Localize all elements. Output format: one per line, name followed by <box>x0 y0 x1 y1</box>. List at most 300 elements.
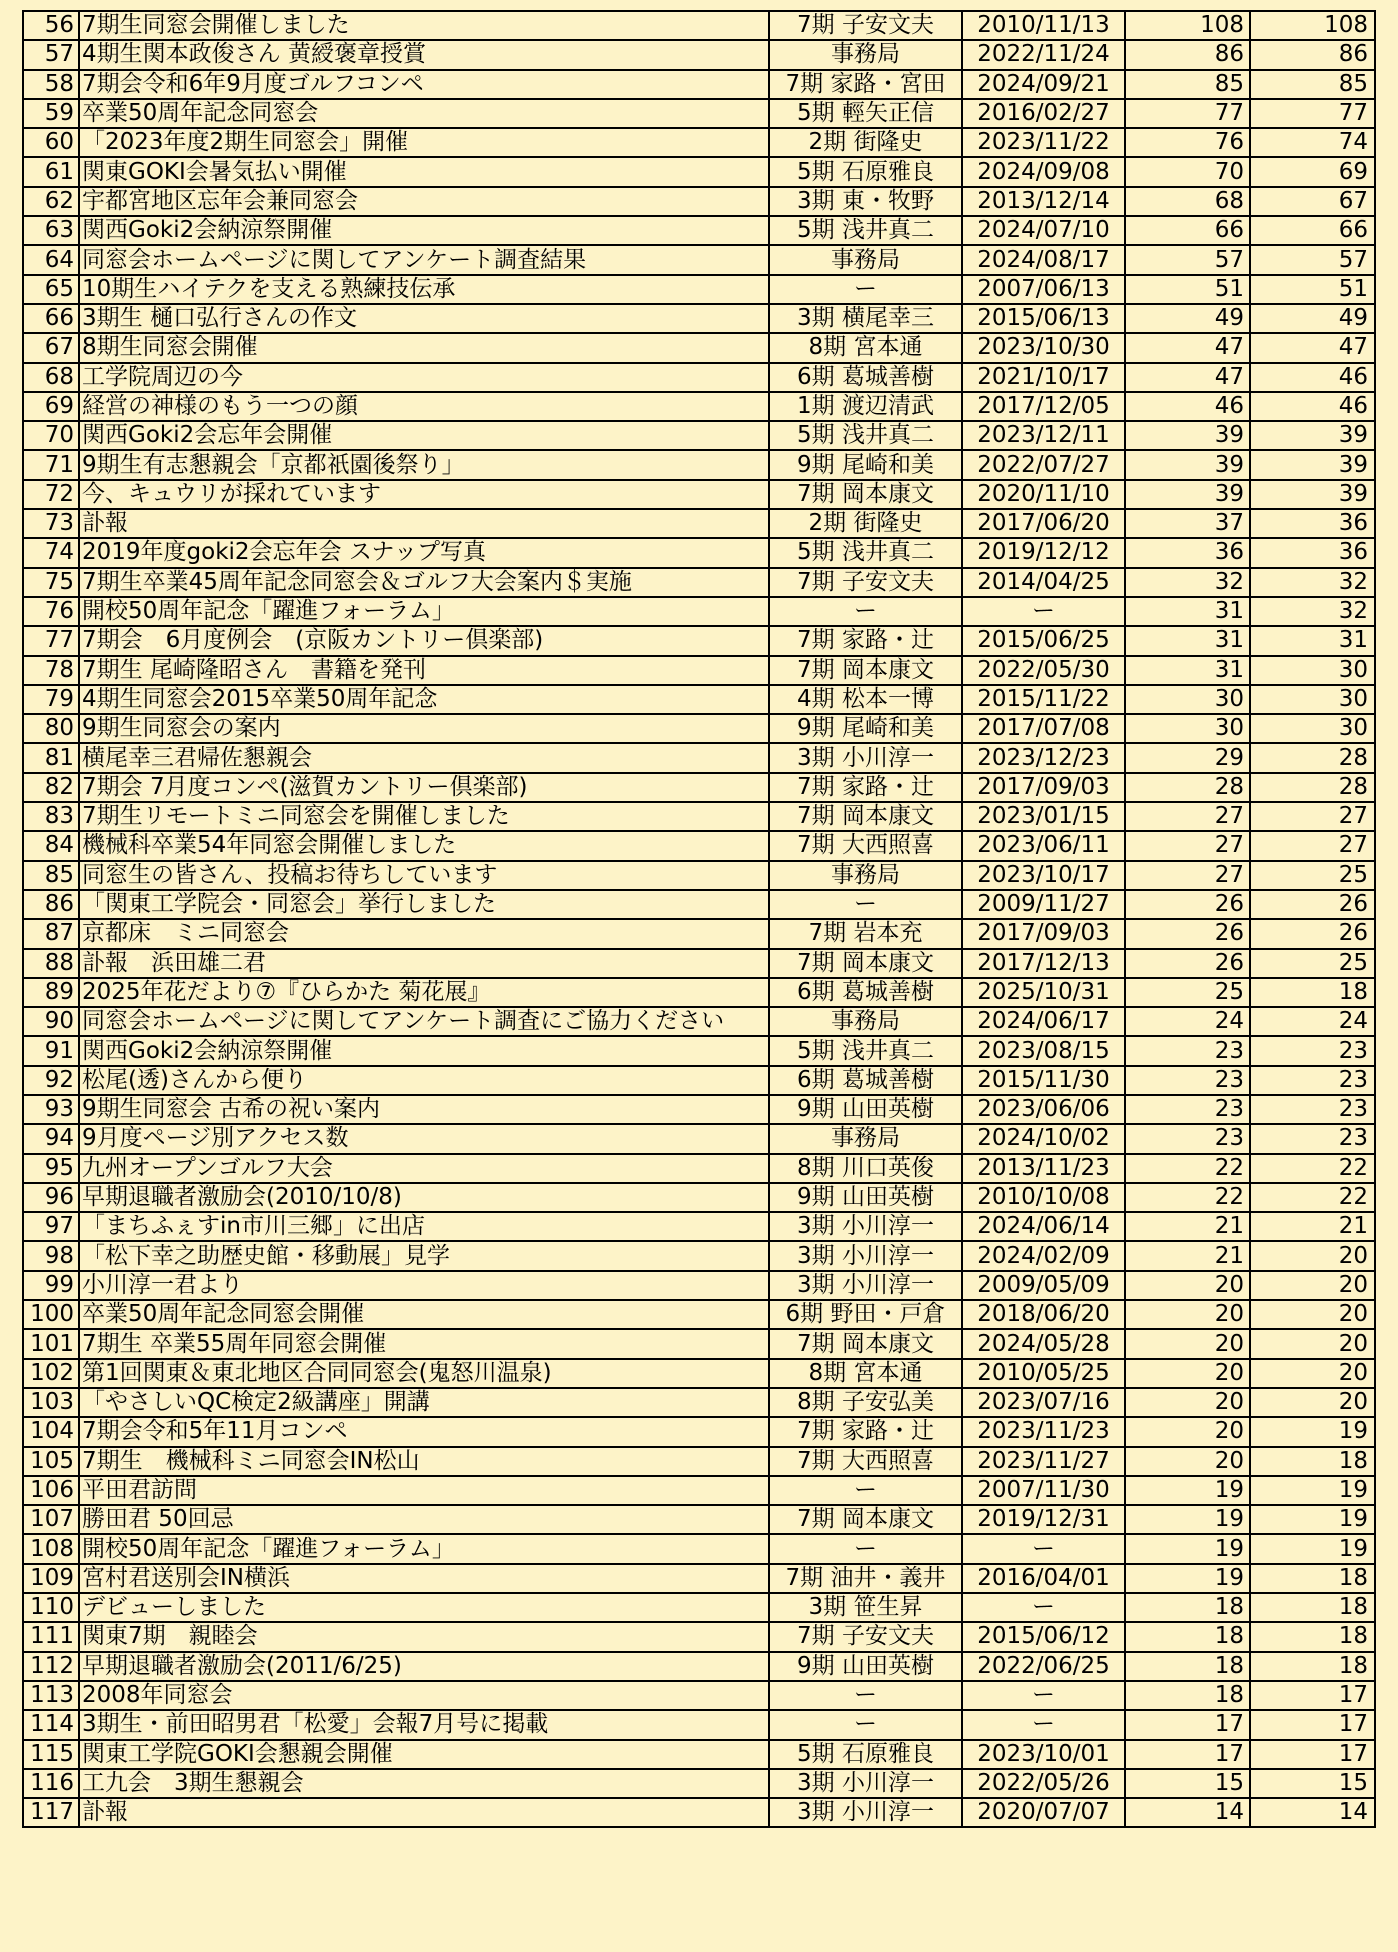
article-title: 京都床 ミニ同窓会 <box>79 919 769 948</box>
access-count: 23 <box>1125 1036 1250 1065</box>
post-date: 2024/07/10 <box>962 216 1125 245</box>
post-date: 2025/10/31 <box>962 978 1125 1007</box>
unique-count: 36 <box>1250 509 1375 538</box>
access-count: 31 <box>1125 626 1250 655</box>
access-count: 20 <box>1125 1271 1250 1300</box>
table-row <box>23 861 1375 890</box>
article-author: 6期 葛城善樹 <box>769 978 962 1007</box>
post-date: 2024/09/21 <box>962 70 1125 99</box>
article-author: ー <box>769 1681 962 1710</box>
post-date: 2023/12/23 <box>962 743 1125 772</box>
unique-count: 67 <box>1250 187 1375 216</box>
row-number: 105 <box>23 1447 79 1476</box>
post-date: 2024/02/09 <box>962 1241 1125 1270</box>
post-date: 2010/10/08 <box>962 1183 1125 1212</box>
row-number: 71 <box>23 450 79 479</box>
table-row <box>23 1300 1375 1329</box>
unique-count: 49 <box>1250 304 1375 333</box>
article-author: 7期 家路・辻 <box>769 773 962 802</box>
unique-count: 20 <box>1250 1329 1375 1358</box>
access-count: 32 <box>1125 568 1250 597</box>
access-count: 47 <box>1125 363 1250 392</box>
table-row <box>23 1534 1375 1563</box>
access-count: 15 <box>1125 1769 1250 1798</box>
post-date: ー <box>962 1534 1125 1563</box>
post-date: 2021/10/17 <box>962 363 1125 392</box>
article-author: 5期 輕矢正信 <box>769 99 962 128</box>
row-number: 72 <box>23 480 79 509</box>
unique-count: 18 <box>1250 1593 1375 1622</box>
access-count: 19 <box>1125 1476 1250 1505</box>
post-date: 2022/07/27 <box>962 450 1125 479</box>
row-number: 78 <box>23 656 79 685</box>
article-title: 早期退職者激励会(2011/6/25) <box>79 1652 769 1681</box>
row-number: 98 <box>23 1241 79 1270</box>
row-number: 85 <box>23 861 79 890</box>
table-row <box>23 363 1375 392</box>
access-count: 23 <box>1125 1066 1250 1095</box>
post-date: 2017/07/08 <box>962 714 1125 743</box>
article-author: ー <box>769 890 962 919</box>
access-count: 46 <box>1125 392 1250 421</box>
row-number: 74 <box>23 538 79 567</box>
article-title: 関東GOKI会暑気払い開催 <box>79 157 769 186</box>
row-number: 95 <box>23 1154 79 1183</box>
post-date: 2013/12/14 <box>962 187 1125 216</box>
table-row <box>23 773 1375 802</box>
access-count: 19 <box>1125 1564 1250 1593</box>
row-number: 80 <box>23 714 79 743</box>
unique-count: 32 <box>1250 597 1375 626</box>
table-row <box>23 70 1375 99</box>
table-row <box>23 1036 1375 1065</box>
post-date: 2023/11/27 <box>962 1447 1125 1476</box>
unique-count: 28 <box>1250 743 1375 772</box>
post-date: 2016/02/27 <box>962 99 1125 128</box>
unique-count: 30 <box>1250 656 1375 685</box>
unique-count: 47 <box>1250 333 1375 362</box>
post-date: 2024/06/17 <box>962 1007 1125 1036</box>
article-author: 7期 岡本康文 <box>769 1505 962 1534</box>
table-row <box>23 538 1375 567</box>
access-count: 51 <box>1125 275 1250 304</box>
table-row <box>23 1652 1375 1681</box>
table-row <box>23 1417 1375 1446</box>
post-date: 2017/12/13 <box>962 949 1125 978</box>
post-date: 2017/06/20 <box>962 509 1125 538</box>
article-title: 横尾幸三君帰佐懇親会 <box>79 743 769 772</box>
unique-count: 23 <box>1250 1036 1375 1065</box>
post-date: 2018/06/20 <box>962 1300 1125 1329</box>
row-number: 61 <box>23 157 79 186</box>
unique-count: 17 <box>1250 1681 1375 1710</box>
unique-count: 20 <box>1250 1300 1375 1329</box>
post-date: 2007/11/30 <box>962 1476 1125 1505</box>
post-date: ー <box>962 1593 1125 1622</box>
row-number: 79 <box>23 685 79 714</box>
post-date: 2023/12/11 <box>962 421 1125 450</box>
article-title: 9月度ページ別アクセス数 <box>79 1124 769 1153</box>
table-row <box>23 1505 1375 1534</box>
post-date: ー <box>962 1710 1125 1739</box>
post-date: 2023/10/01 <box>962 1740 1125 1769</box>
article-title: 関西Goki2会納涼祭開催 <box>79 1036 769 1065</box>
access-count: 23 <box>1125 1124 1250 1153</box>
post-date: 2015/06/12 <box>962 1622 1125 1651</box>
access-count: 76 <box>1125 128 1250 157</box>
table-row <box>23 275 1375 304</box>
post-date: 2023/11/22 <box>962 128 1125 157</box>
article-title: デビューしました <box>79 1593 769 1622</box>
table-row <box>23 1154 1375 1183</box>
post-date: 2022/05/26 <box>962 1769 1125 1798</box>
article-title: 経営の神様のもう一つの顔 <box>79 392 769 421</box>
table-row <box>23 1212 1375 1241</box>
row-number: 114 <box>23 1710 79 1739</box>
row-number: 73 <box>23 509 79 538</box>
article-title: 7期会 7月度コンペ(滋賀カントリー倶楽部) <box>79 773 769 802</box>
article-author: 事務局 <box>769 1007 962 1036</box>
table-row <box>23 450 1375 479</box>
post-date: 2023/10/30 <box>962 333 1125 362</box>
access-count: 25 <box>1125 978 1250 1007</box>
article-author: 3期 東・牧野 <box>769 187 962 216</box>
table-row <box>23 1798 1375 1827</box>
article-author: 3期 小川淳一 <box>769 1769 962 1798</box>
access-count: 18 <box>1125 1593 1250 1622</box>
row-number: 97 <box>23 1212 79 1241</box>
post-date: 2017/12/05 <box>962 392 1125 421</box>
row-number: 101 <box>23 1329 79 1358</box>
row-number: 115 <box>23 1740 79 1769</box>
access-count: 49 <box>1125 304 1250 333</box>
table-row <box>23 304 1375 333</box>
access-count: 24 <box>1125 1007 1250 1036</box>
table-row <box>23 568 1375 597</box>
article-title: 7期生 卒業55周年同窓会開催 <box>79 1329 769 1358</box>
access-count: 18 <box>1125 1622 1250 1651</box>
article-author: 3期 横尾幸三 <box>769 304 962 333</box>
post-date: 2024/05/28 <box>962 1329 1125 1358</box>
unique-count: 20 <box>1250 1359 1375 1388</box>
article-title: 開校50周年記念「躍進フォーラム」 <box>79 597 769 626</box>
article-author: 3期 小川淳一 <box>769 1798 962 1827</box>
post-date: 2023/07/16 <box>962 1388 1125 1417</box>
unique-count: 20 <box>1250 1241 1375 1270</box>
table-row <box>23 597 1375 626</box>
unique-count: 26 <box>1250 919 1375 948</box>
row-number: 86 <box>23 890 79 919</box>
table-row <box>23 1183 1375 1212</box>
article-title: 関西Goki2会納涼祭開催 <box>79 216 769 245</box>
post-date: 2023/06/11 <box>962 831 1125 860</box>
access-count: 19 <box>1125 1534 1250 1563</box>
post-date: 2019/12/12 <box>962 538 1125 567</box>
table-row <box>23 743 1375 772</box>
access-count: 20 <box>1125 1300 1250 1329</box>
row-number: 90 <box>23 1007 79 1036</box>
row-number: 60 <box>23 128 79 157</box>
access-count: 26 <box>1125 919 1250 948</box>
article-title: 2019年度goki2会忘年会 スナップ写真 <box>79 538 769 567</box>
access-count: 17 <box>1125 1710 1250 1739</box>
post-date: 2024/09/08 <box>962 157 1125 186</box>
access-count: 57 <box>1125 245 1250 274</box>
post-date: ー <box>962 1681 1125 1710</box>
article-author: 事務局 <box>769 40 962 69</box>
table-row <box>23 978 1375 1007</box>
access-count: 20 <box>1125 1359 1250 1388</box>
access-count: 27 <box>1125 861 1250 890</box>
article-author: 9期 尾崎和美 <box>769 450 962 479</box>
unique-count: 18 <box>1250 978 1375 1007</box>
post-date: 2023/06/06 <box>962 1095 1125 1124</box>
unique-count: 25 <box>1250 861 1375 890</box>
post-date: 2009/05/09 <box>962 1271 1125 1300</box>
post-date: 2015/06/25 <box>962 626 1125 655</box>
article-title: 関東7期 親睦会 <box>79 1622 769 1651</box>
row-number: 103 <box>23 1388 79 1417</box>
post-date: 2023/01/15 <box>962 802 1125 831</box>
table-row <box>23 128 1375 157</box>
article-title: 同窓会ホームページに関してアンケート調査にご協力ください <box>79 1007 769 1036</box>
article-title: 関西Goki2会忘年会開催 <box>79 421 769 450</box>
unique-count: 26 <box>1250 890 1375 919</box>
row-number: 82 <box>23 773 79 802</box>
article-title: 宇都宮地区忘年会兼同窓会 <box>79 187 769 216</box>
post-date: 2024/10/02 <box>962 1124 1125 1153</box>
article-title: 訃報 <box>79 509 769 538</box>
row-number: 117 <box>23 1798 79 1827</box>
table-row <box>23 1740 1375 1769</box>
unique-count: 19 <box>1250 1476 1375 1505</box>
row-number: 109 <box>23 1564 79 1593</box>
article-author: 7期 家路・辻 <box>769 626 962 655</box>
unique-count: 18 <box>1250 1652 1375 1681</box>
article-author: 9期 山田英樹 <box>769 1183 962 1212</box>
row-number: 107 <box>23 1505 79 1534</box>
table-row <box>23 480 1375 509</box>
access-count: 108 <box>1125 11 1250 40</box>
row-number: 104 <box>23 1417 79 1446</box>
article-author: 5期 浅井真二 <box>769 421 962 450</box>
unique-count: 23 <box>1250 1095 1375 1124</box>
article-author: 7期 子安文夫 <box>769 568 962 597</box>
table-row <box>23 831 1375 860</box>
access-ranking-table <box>22 10 1376 1828</box>
post-date: 2016/04/01 <box>962 1564 1125 1593</box>
article-title: 機械科卒業54年同窓会開催しました <box>79 831 769 860</box>
post-date: 2023/10/17 <box>962 861 1125 890</box>
article-author: 6期 葛城善樹 <box>769 363 962 392</box>
unique-count: 39 <box>1250 450 1375 479</box>
article-author: 7期 岡本康文 <box>769 949 962 978</box>
unique-count: 28 <box>1250 773 1375 802</box>
article-title: 「関東工学院会・同窓会」挙行しました <box>79 890 769 919</box>
row-number: 77 <box>23 626 79 655</box>
article-author: 7期 家路・辻 <box>769 1417 962 1446</box>
access-count: 29 <box>1125 743 1250 772</box>
row-number: 56 <box>23 11 79 40</box>
row-number: 111 <box>23 1622 79 1651</box>
article-title: 7期生 機械科ミニ同窓会IN松山 <box>79 1447 769 1476</box>
table-row <box>23 11 1375 40</box>
row-number: 57 <box>23 40 79 69</box>
table-row <box>23 1066 1375 1095</box>
row-number: 89 <box>23 978 79 1007</box>
row-number: 64 <box>23 245 79 274</box>
article-title: 「2023年度2期生同窓会」開催 <box>79 128 769 157</box>
article-author: 3期 小川淳一 <box>769 1241 962 1270</box>
article-author: 7期 岡本康文 <box>769 802 962 831</box>
article-author: ー <box>769 1534 962 1563</box>
article-title: 4期生同窓会2015卒業50周年記念 <box>79 685 769 714</box>
access-count: 20 <box>1125 1447 1250 1476</box>
article-title: 勝田君 50回忌 <box>79 1505 769 1534</box>
table-row <box>23 1095 1375 1124</box>
article-title: 今、キュウリが採れています <box>79 480 769 509</box>
article-author: 8期 子安弘美 <box>769 1388 962 1417</box>
table-row <box>23 1769 1375 1798</box>
article-title: 同窓生の皆さん、投稿お待ちしています <box>79 861 769 890</box>
row-number: 66 <box>23 304 79 333</box>
table-row <box>23 1241 1375 1270</box>
row-number: 96 <box>23 1183 79 1212</box>
table-row <box>23 1564 1375 1593</box>
unique-count: 23 <box>1250 1066 1375 1095</box>
article-author: 6期 野田・戸倉 <box>769 1300 962 1329</box>
post-date: 2017/09/03 <box>962 919 1125 948</box>
unique-count: 19 <box>1250 1417 1375 1446</box>
article-author: ー <box>769 1710 962 1739</box>
row-number: 110 <box>23 1593 79 1622</box>
article-author: 8期 宮本通 <box>769 1359 962 1388</box>
access-count: 47 <box>1125 333 1250 362</box>
access-count: 14 <box>1125 1798 1250 1827</box>
row-number: 93 <box>23 1095 79 1124</box>
article-title: 訃報 <box>79 1798 769 1827</box>
access-count: 31 <box>1125 656 1250 685</box>
table-row <box>23 392 1375 421</box>
post-date: 2015/06/13 <box>962 304 1125 333</box>
table-row <box>23 1622 1375 1651</box>
article-author: ー <box>769 597 962 626</box>
access-count: 21 <box>1125 1241 1250 1270</box>
article-title: 関東工学院GOKI会懇親会開催 <box>79 1740 769 1769</box>
article-title: 7期生卒業45周年記念同窓会＆ゴルフ大会案内＄実施 <box>79 568 769 597</box>
unique-count: 22 <box>1250 1183 1375 1212</box>
article-title: 7期生 尾崎隆昭さん 書籍を発刊 <box>79 656 769 685</box>
post-date: 2022/05/30 <box>962 656 1125 685</box>
article-author: 2期 街隆史 <box>769 509 962 538</box>
article-title: 9期生同窓会の案内 <box>79 714 769 743</box>
unique-count: 39 <box>1250 480 1375 509</box>
access-count: 70 <box>1125 157 1250 186</box>
article-title: 「やさしいQC検定2級講座」開講 <box>79 1388 769 1417</box>
post-date: 2015/11/30 <box>962 1066 1125 1095</box>
access-count: 22 <box>1125 1183 1250 1212</box>
table-row <box>23 40 1375 69</box>
table-row <box>23 187 1375 216</box>
post-date: 2010/11/13 <box>962 11 1125 40</box>
unique-count: 19 <box>1250 1505 1375 1534</box>
table-row <box>23 245 1375 274</box>
article-author: 事務局 <box>769 245 962 274</box>
unique-count: 27 <box>1250 831 1375 860</box>
row-number: 88 <box>23 949 79 978</box>
unique-count: 32 <box>1250 568 1375 597</box>
post-date: 2010/05/25 <box>962 1359 1125 1388</box>
article-title: 平田君訪問 <box>79 1476 769 1505</box>
article-author: 事務局 <box>769 861 962 890</box>
table-row <box>23 1447 1375 1476</box>
article-title: 松尾(透)さんから便り <box>79 1066 769 1095</box>
article-author: 7期 子安文夫 <box>769 1622 962 1651</box>
article-author: 1期 渡辺清武 <box>769 392 962 421</box>
table-row <box>23 1271 1375 1300</box>
table-row <box>23 216 1375 245</box>
article-title: 7期会令和6年9月度ゴルフコンペ <box>79 70 769 99</box>
article-author: 4期 松本一博 <box>769 685 962 714</box>
table-row <box>23 656 1375 685</box>
article-title: 3期生・前田昭男君「松愛」会報7月号に掲載 <box>79 1710 769 1739</box>
post-date: 2015/11/22 <box>962 685 1125 714</box>
article-author: 3期 小川淳一 <box>769 1271 962 1300</box>
article-author: 7期 岩本充 <box>769 919 962 948</box>
unique-count: 17 <box>1250 1740 1375 1769</box>
access-count: 36 <box>1125 538 1250 567</box>
access-count: 27 <box>1125 831 1250 860</box>
unique-count: 25 <box>1250 949 1375 978</box>
table-row <box>23 949 1375 978</box>
post-date: 2013/11/23 <box>962 1154 1125 1183</box>
access-count: 30 <box>1125 685 1250 714</box>
unique-count: 30 <box>1250 714 1375 743</box>
article-title: 7期生リモートミニ同窓会を開催しました <box>79 802 769 831</box>
table-row <box>23 99 1375 128</box>
access-count: 18 <box>1125 1652 1250 1681</box>
access-count: 77 <box>1125 99 1250 128</box>
unique-count: 20 <box>1250 1271 1375 1300</box>
row-number: 92 <box>23 1066 79 1095</box>
access-count: 21 <box>1125 1212 1250 1241</box>
unique-count: 27 <box>1250 802 1375 831</box>
article-author: 3期 小川淳一 <box>769 1212 962 1241</box>
article-author: 9期 山田英樹 <box>769 1095 962 1124</box>
table-row <box>23 1710 1375 1739</box>
access-count: 23 <box>1125 1095 1250 1124</box>
unique-count: 66 <box>1250 216 1375 245</box>
access-count: 18 <box>1125 1681 1250 1710</box>
row-number: 112 <box>23 1652 79 1681</box>
table-row <box>23 919 1375 948</box>
article-author: 5期 浅井真二 <box>769 216 962 245</box>
unique-count: 23 <box>1250 1124 1375 1153</box>
table-row <box>23 333 1375 362</box>
table-row <box>23 1359 1375 1388</box>
article-title: 7期会 6月度例会 (京阪カントリー倶楽部) <box>79 626 769 655</box>
unique-count: 69 <box>1250 157 1375 186</box>
article-author: 9期 山田英樹 <box>769 1652 962 1681</box>
unique-count: 51 <box>1250 275 1375 304</box>
unique-count: 39 <box>1250 421 1375 450</box>
unique-count: 17 <box>1250 1710 1375 1739</box>
post-date: 2007/06/13 <box>962 275 1125 304</box>
article-author: 8期 宮本通 <box>769 333 962 362</box>
access-count: 31 <box>1125 597 1250 626</box>
post-date: ー <box>962 597 1125 626</box>
article-title: 4期生関本政俊さん 黄綬褒章授賞 <box>79 40 769 69</box>
